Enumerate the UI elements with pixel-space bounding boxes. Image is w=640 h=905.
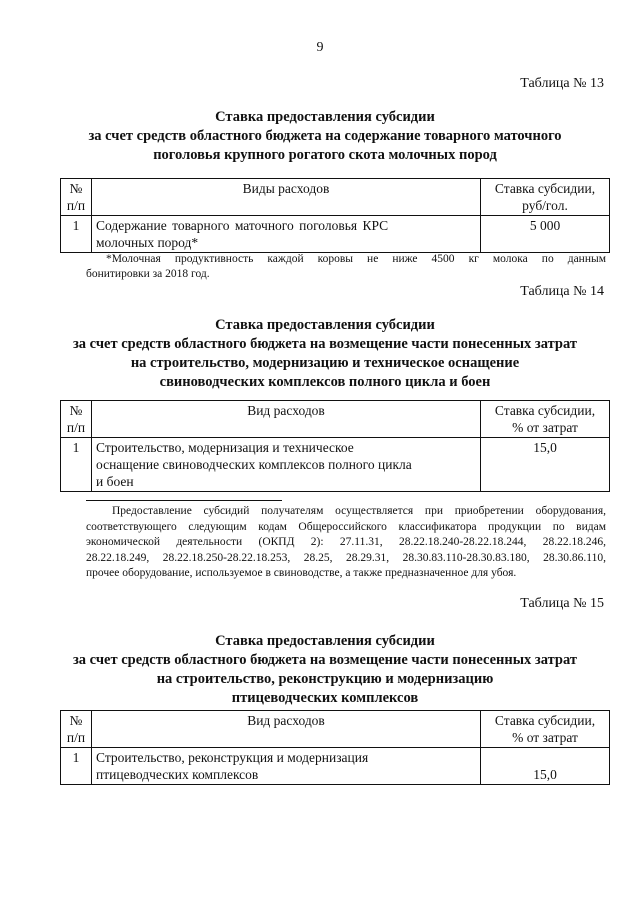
page-number: 9 — [316, 40, 324, 55]
table-14 — [60, 400, 610, 492]
table-row — [61, 438, 610, 492]
row-kind: Строительство, реконструкция и модернизация птицеводческих комплексов — [92, 748, 481, 785]
table-13-title: Ставка предоставления субсидии за счет средств областного бюджета на содержание товарного маточного поголовья крупного рогатого скота молочных пород — [88, 109, 562, 163]
col-header-rate: Ставка субсидии, % от затрат — [481, 711, 610, 748]
table-14-title: Ставка предоставления субсидии за счет средств областного бюджета на возмещение части понесенных затрат на строительство, модернизацию и техническое оснащение свиноводческих комплексов полного цикла и боен — [72, 317, 577, 390]
table-15-title: Ставка предоставления субсидии за счет средств областного бюджета на возмещение части понесенных затрат на строительство, реконструкцию и модернизацию птицеводческих комплексов — [72, 633, 577, 706]
col-header-rate: Ставка субсидии, % от затрат — [481, 401, 610, 438]
row-value: 5 000 — [481, 216, 610, 253]
table-13 — [60, 178, 610, 253]
table-14-footnote: Предоставление субсидий получателям осуществляется при приобретении оборудования, соответствующего следующим кодам Общероссийского классификатора продукции по видам экономической деятельности (ОКПД 2): 27.11.31, 28.22.18.240-28.22.18.244, 28.22.18.246, 28.22.18.249, 28.22.18.250-28.22.18.253, 28.25, 28.29.31, 28.30.83.110-28.30.83.180, 28.30.86.110, прочее оборудование, используемое в свиноводстве, а также предназначенное для убоя. — [86, 505, 606, 579]
table-14-label: Таблица № 14 — [520, 284, 604, 299]
footnote-separator — [86, 500, 282, 501]
row-num: 1 — [61, 748, 92, 785]
row-value: 15,0 — [481, 438, 610, 492]
row-kind: Содержание товарного маточного поголовья КРС молочных пород* — [92, 216, 481, 253]
table-13-note: *Молочная продуктивность каждой коровы не ниже 4500 кг молока по данным — [106, 253, 606, 265]
row-num: 1 — [61, 216, 92, 253]
table-row — [61, 748, 610, 785]
table-13-note-cont: бонитировки за 2018 год. — [86, 268, 210, 280]
col-header-num: № п/п — [61, 179, 92, 216]
row-num: 1 — [61, 438, 92, 492]
table-15 — [60, 710, 610, 785]
table-13-label: Таблица № 13 — [520, 76, 604, 91]
row-value: 15,0 — [481, 748, 610, 785]
col-header-rate: Ставка субсидии, руб/гол. — [481, 179, 610, 216]
col-header-kind: Вид расходов — [92, 401, 481, 438]
col-header-kind: Виды расходов — [92, 179, 481, 216]
col-header-kind: Вид расходов — [92, 711, 481, 748]
table-row — [61, 216, 610, 253]
col-header-num: № п/п — [61, 711, 92, 748]
col-header-num: № п/п — [61, 401, 92, 438]
row-kind: Строительство, модернизация и техническое оснащение свиноводческих комплексов полного цикла и боен — [92, 438, 481, 492]
table-15-label: Таблица № 15 — [520, 596, 604, 611]
